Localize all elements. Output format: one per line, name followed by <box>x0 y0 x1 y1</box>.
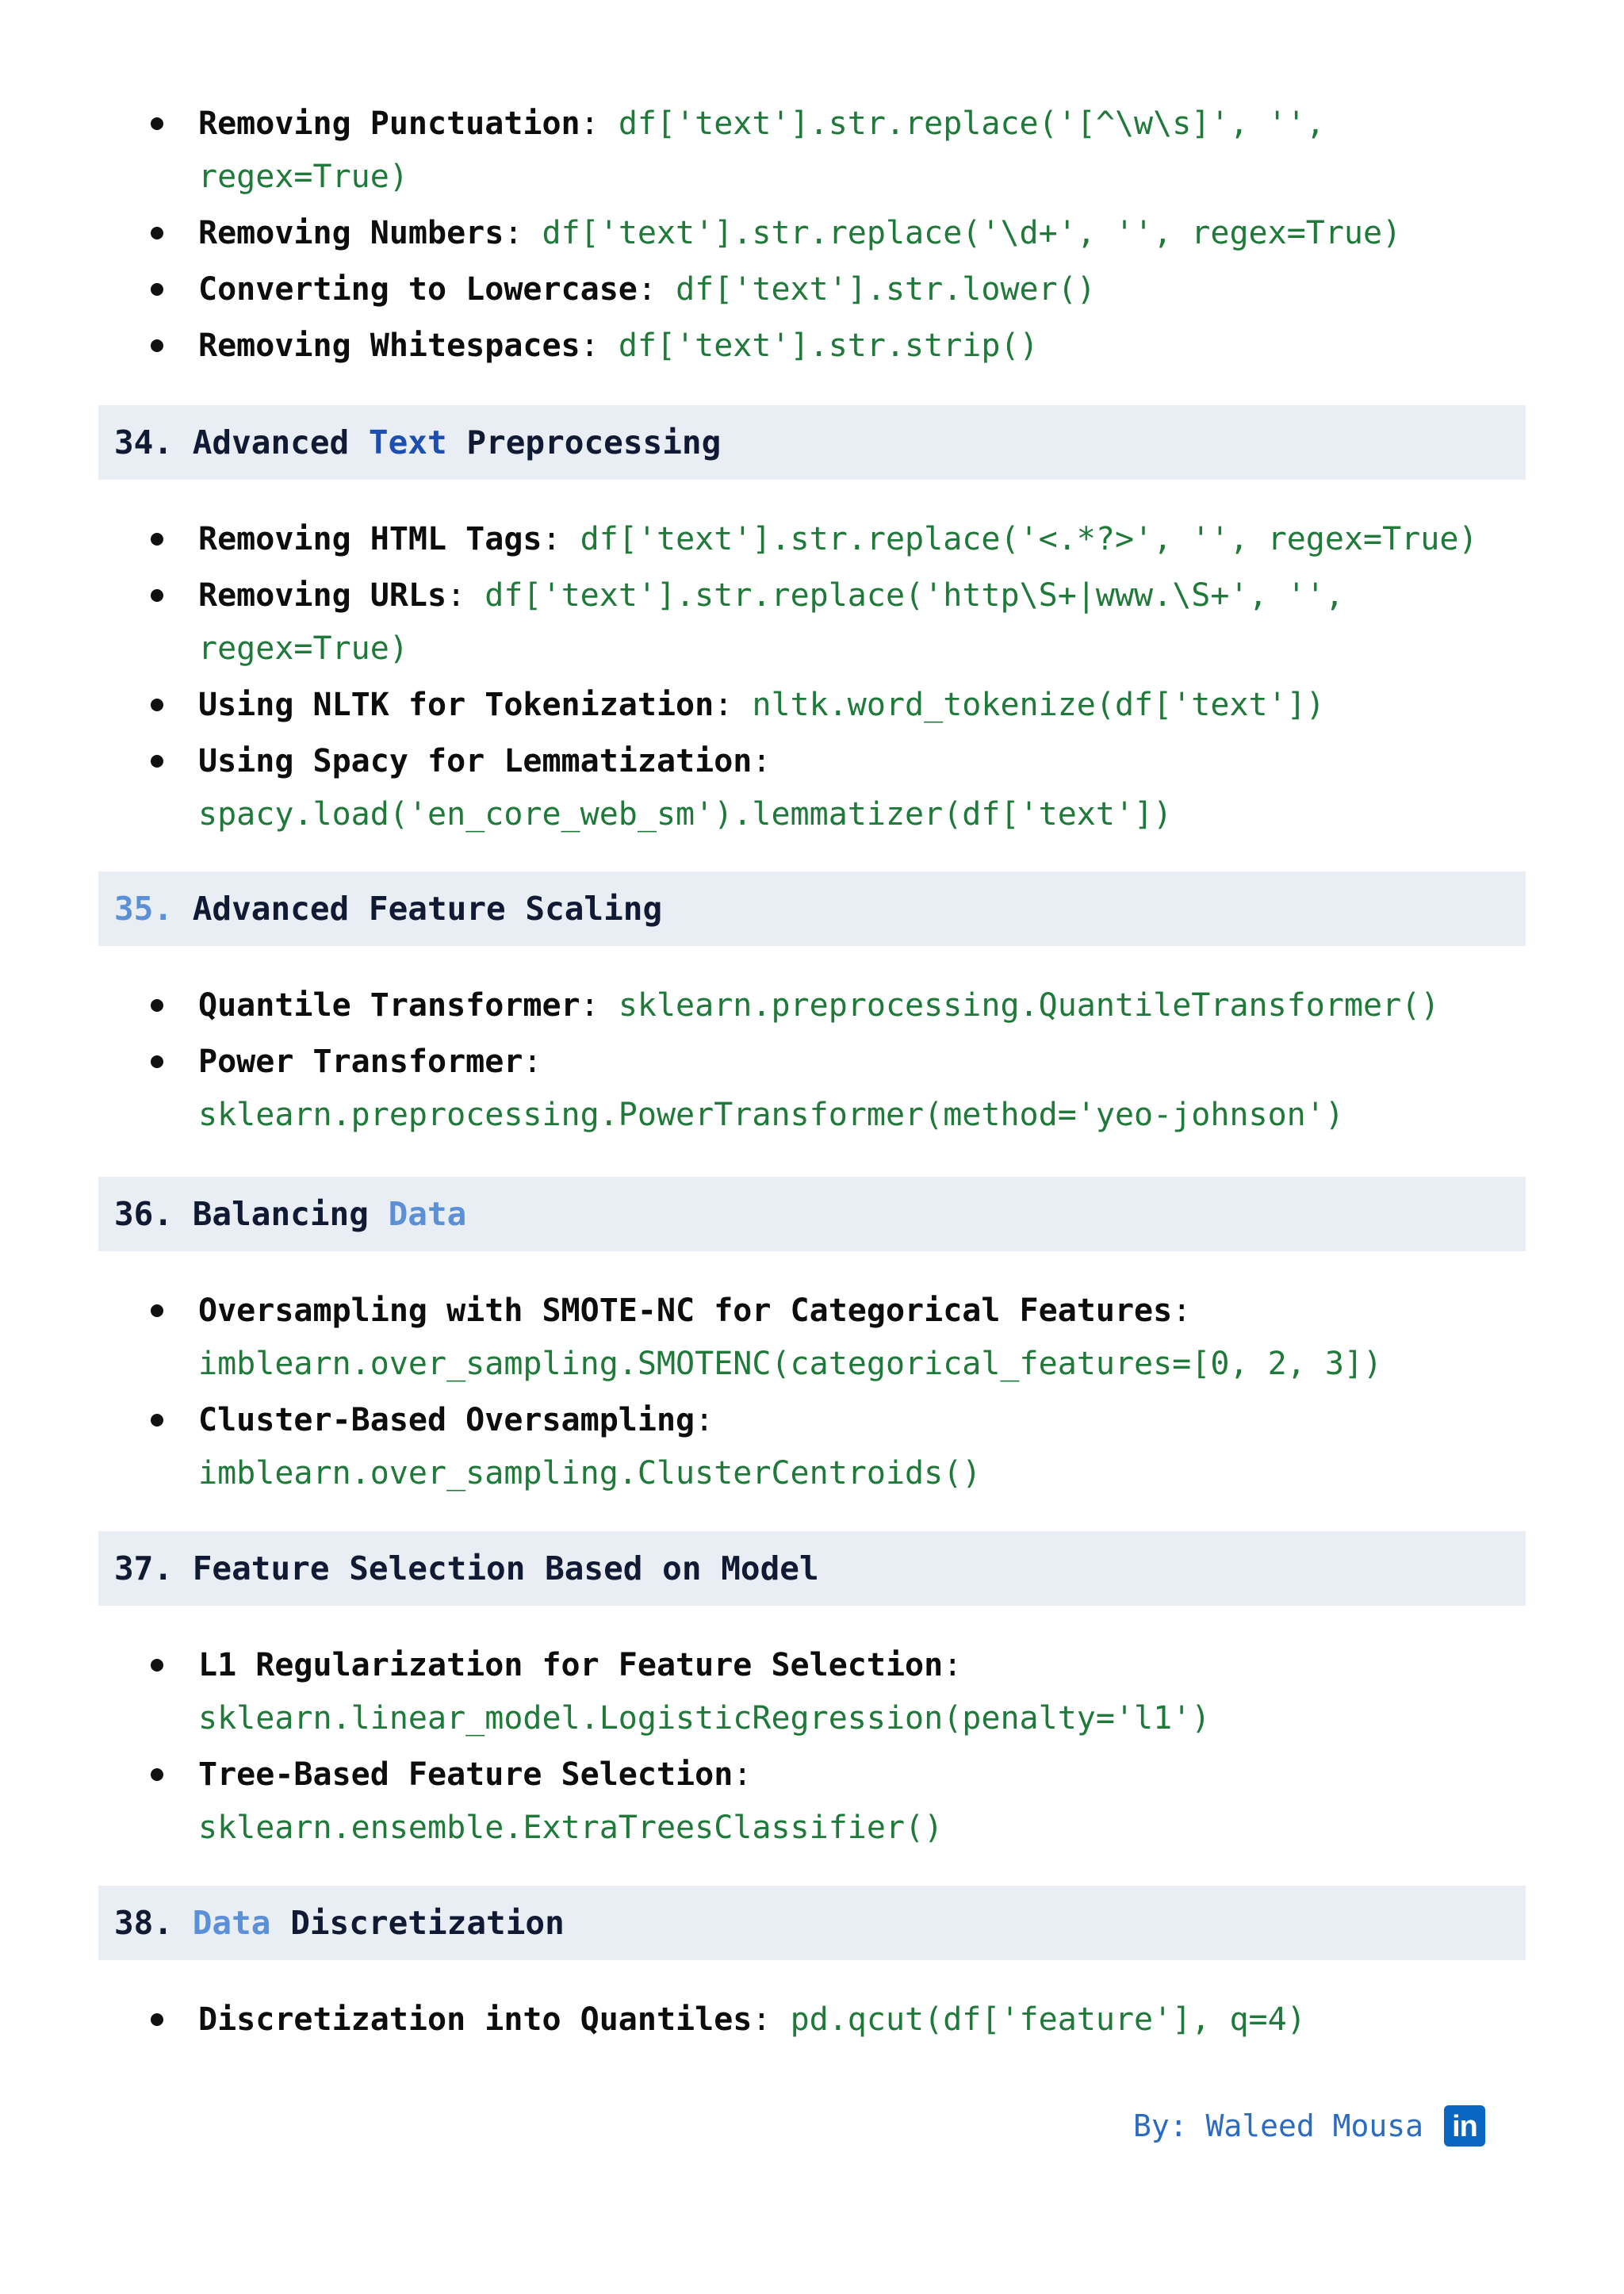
footer <box>1133 2105 1485 2147</box>
item-code: df['text'].str.replace('\d+', '', regex=True) <box>542 215 1402 251</box>
bullet-icon <box>151 755 163 768</box>
item-code: sklearn.linear_model.LogisticRegression(penalty='l1') <box>198 1700 1211 1737</box>
list-item: Tree-Based Feature Selection: sklearn.ensemble.ExtraTreesClassifier() <box>147 1748 1535 1855</box>
list-item: Power Transformer: sklearn.preprocessing.PowerTransformer(method='yeo-johnson') <box>147 1036 1535 1142</box>
section-37-list <box>147 1639 1535 1858</box>
bullet-icon <box>151 283 163 296</box>
section-title-part: Advanced <box>192 423 350 461</box>
item-term: Quantile Transformer <box>198 987 580 1024</box>
item-code: pd.qcut(df['feature'], q=4) <box>790 2001 1306 2038</box>
item-term: Power Transformer <box>198 1044 523 1080</box>
bullet-icon <box>151 1055 163 1068</box>
section-header-37 <box>98 1531 1526 1606</box>
item-term: Discretization into Quantiles <box>198 2001 753 2038</box>
item-code: nltk.word_tokenize(df['text']) <box>752 687 1325 723</box>
list-item: Using Spacy for Lemmatization: spacy.load('en_core_web_sm').lemmatizer(df['text']) <box>147 735 1535 841</box>
section-title: Advanced Feature Scaling <box>192 890 663 928</box>
bullet-icon <box>151 589 163 602</box>
item-code: imblearn.over_sampling.ClusterCentroids() <box>198 1455 982 1492</box>
list-item: Quantile Transformer: sklearn.preprocessing.QuantileTransformer() <box>147 979 1535 1032</box>
item-term: Using NLTK for Tokenization <box>198 687 714 723</box>
linkedin-icon[interactable]: in <box>1444 2105 1485 2147</box>
item-code: df['text'].str.replace('[^\w\s]', '', <box>618 105 1325 142</box>
section-header-38 <box>98 1886 1526 1960</box>
item-code: df['text'].str.replace('http\S+|www.\S+', '', <box>485 577 1344 614</box>
item-term: L1 Regularization for Feature Selection <box>198 1647 944 1683</box>
list-item: Discretization into Quantiles: pd.qcut(df['feature'], q=4) <box>147 1993 1535 2047</box>
item-code: df['text'].str.strip() <box>618 327 1039 364</box>
bullet-icon <box>151 533 163 546</box>
section-title: Feature Selection Based on Model <box>192 1549 819 1587</box>
section-number: 36. <box>114 1195 174 1233</box>
list-item: Removing HTML Tags: df['text'].str.replace('<.*?>', '', regex=True) <box>147 513 1535 566</box>
list-item: Removing Punctuation: df['text'].str.replace('[^\w\s]', '', regex=True) <box>147 98 1535 204</box>
section-header-34 <box>98 405 1526 480</box>
item-term: Removing Numbers <box>198 215 504 251</box>
section-number: 35. <box>114 890 174 928</box>
bullet-icon <box>151 2013 163 2026</box>
bullet-icon <box>151 227 163 239</box>
item-term: Removing HTML Tags <box>198 521 542 557</box>
section-38-list <box>147 1993 1535 2050</box>
section-number: 37. <box>114 1549 174 1587</box>
item-code: spacy.load('en_core_web_sm').lemmatizer(df['text']) <box>198 796 1173 833</box>
item-code: imblearn.over_sampling.SMOTENC(categorical_features=[0, 2, 3]) <box>198 1346 1383 1382</box>
list-item: Removing URLs: df['text'].str.replace('http\S+|www.\S+', '', regex=True) <box>147 569 1535 676</box>
bullet-icon <box>151 1414 163 1427</box>
item-code-continued: regex=True) <box>198 159 408 195</box>
list-item: Converting to Lowercase: df['text'].str.lower() <box>147 263 1535 316</box>
section-title-accent: Data <box>388 1195 467 1233</box>
item-code: sklearn.ensemble.ExtraTreesClassifier() <box>198 1810 944 1846</box>
bullet-icon <box>151 1304 163 1317</box>
list-item: Using NLTK for Tokenization: nltk.word_tokenize(df['text']) <box>147 679 1535 732</box>
section-number: 34. <box>114 423 174 461</box>
item-term: Removing URLs <box>198 577 447 614</box>
section-title-part: Balancing <box>192 1195 369 1233</box>
item-code: sklearn.preprocessing.QuantileTransformer() <box>618 987 1440 1024</box>
item-code-continued: regex=True) <box>198 630 408 667</box>
bullet-icon <box>151 1768 163 1781</box>
section-title-part: Preprocessing <box>466 423 722 461</box>
intro-list <box>147 98 1535 376</box>
author-byline: By: Waleed Mousa <box>1132 2108 1423 2143</box>
item-term: Using Spacy for Lemmatization <box>198 743 753 779</box>
item-code: df['text'].str.lower() <box>676 271 1096 308</box>
item-term: Cluster-Based Oversampling <box>198 1402 695 1438</box>
item-term: Converting to Lowercase <box>198 271 638 308</box>
section-36-list <box>147 1285 1535 1503</box>
item-term: Removing Punctuation <box>198 105 580 142</box>
bullet-icon <box>151 339 163 352</box>
section-title-accent: Text <box>368 423 447 461</box>
section-number: 38. <box>114 1904 174 1942</box>
section-title-accent: Data <box>192 1904 271 1942</box>
list-item: Oversampling with SMOTE-NC for Categorical Features: imblearn.over_sampling.SMOTENC(categorical_features=[0, 2, 3]) <box>147 1285 1535 1391</box>
list-item: Removing Whitespaces: df['text'].str.strip() <box>147 320 1535 373</box>
section-35-list <box>147 979 1535 1145</box>
list-item: L1 Regularization for Feature Selection: sklearn.linear_model.LogisticRegression(penalty='l1') <box>147 1639 1535 1745</box>
item-term: Removing Whitespaces <box>198 327 580 364</box>
bullet-icon <box>151 117 163 130</box>
bullet-icon <box>151 999 163 1012</box>
list-item: Cluster-Based Oversampling: imblearn.over_sampling.ClusterCentroids() <box>147 1394 1535 1500</box>
bullet-icon <box>151 1659 163 1672</box>
section-header-36 <box>98 1177 1526 1251</box>
item-term: Tree-Based Feature Selection <box>198 1756 733 1793</box>
section-34-list <box>147 513 1535 844</box>
item-term: Oversampling with SMOTE-NC for Categorical Features <box>198 1293 1173 1329</box>
item-code: df['text'].str.replace('<.*?>', '', regex=True) <box>580 521 1478 557</box>
list-item: Removing Numbers: df['text'].str.replace('\d+', '', regex=True) <box>147 207 1535 260</box>
section-title-part: Discretization <box>290 1904 565 1942</box>
item-code: sklearn.preprocessing.PowerTransformer(method='yeo-johnson') <box>198 1097 1344 1133</box>
bullet-icon <box>151 699 163 711</box>
section-header-35 <box>98 871 1526 946</box>
